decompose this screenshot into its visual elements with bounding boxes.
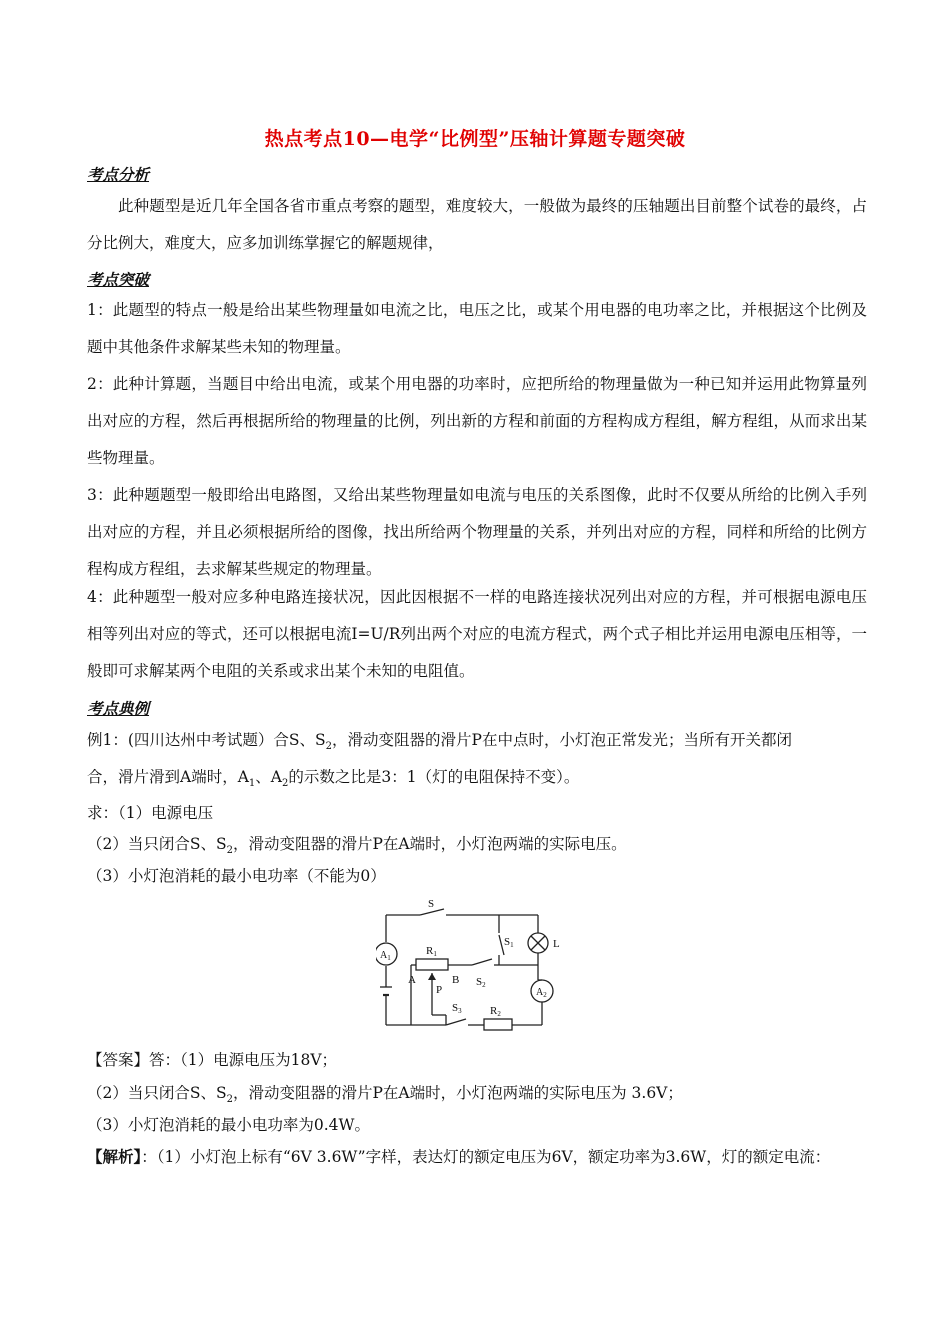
question-2-text-a: （2）当只闭合S、S — [87, 835, 227, 853]
example-text-d: 、A — [255, 768, 282, 786]
example-sub-a1: 1 — [248, 778, 256, 790]
breakthrough-item-1: 1：此题型的特点一般是给出某些物理量如电流之比，电压之比，或某个用电器的电功率之比，并根据这个比例及题中其他条件求解某些未知的物理量。 — [87, 301, 867, 356]
answer-3: （3）小灯泡消耗的最小电功率为0.4W。 — [87, 1116, 370, 1134]
label-a2: $A_2$ — [536, 987, 547, 999]
breakthrough-item-3: 3：此种题题型一般即给出电路图，又给出某些物理量如电流与电压的关系图像，此时不仅要从所给的比例入手列出对应的方程，并且必须根据所给的图像，找出所给两个物理量的关系，并列出对应的方程，同样和所给的比例方程构成方程组，去求解某些规定的物理量。 — [87, 486, 867, 578]
example-text-a: 例1：(四川达州中考试题）合S、S — [87, 731, 326, 749]
answer-2-sub: 2 — [226, 1094, 233, 1106]
question-3: （3）小灯泡消耗的最小电功率（不能为0） — [87, 867, 386, 885]
breakthrough-item-4: 4：此种题型一般对应多种电路连接状况，因此因根据不一样的电路连接状况列出对应的方程，并可根据电源电压相等列出对应的等式，还可以根据电流I=U/R列出两个对应的电流方程式，两个式子相比并运用电源电压相等，一般即可求解某两个电阻的关系或求出某个未知的电阻值。 — [87, 588, 867, 680]
question-2-sub: 2 — [226, 845, 233, 857]
label-s3: S3 — [452, 1002, 462, 1015]
analysis-paragraph: 此种题型是近几年全国各省市重点考察的题型，难度较大，一般做为最终的压轴题出目前整个试卷的最终，占分比例大，难度大，应多加训练掌握它的解题规律， — [87, 197, 867, 252]
label-l: L — [553, 938, 560, 950]
label-b: B — [452, 974, 460, 986]
label-s1: S1 — [504, 936, 514, 949]
label-a1: $A_1$ — [380, 950, 391, 962]
label-s: S — [428, 898, 435, 910]
breakthrough-item-2: 2：此种计算题，当题目中给出电流，或某个用电器的功率时，应把所给的物理量做为一种已知并运用此物算量列出对应的方程，然后再根据所给的物理量的比例，列出新的方程和前面的方程构成方程组，解方程组，从而求出某些物理量。 — [87, 375, 867, 467]
analysis-text — [87, 1138, 867, 1176]
label-s2: S2 — [476, 976, 486, 989]
label-r1: R1 — [426, 945, 437, 958]
example-text-b: ，滑动变阻器的滑片P在中点时，小灯泡正常发光；当所有开关都闭 — [332, 731, 792, 749]
question-2 — [87, 832, 877, 856]
label-p: P — [436, 984, 443, 996]
circuit-diagram — [376, 895, 572, 1035]
analysis-body: ：（1）小灯泡上标有“6V 3.6W”字样，表达灯的额定电压为6V，额定功率为3.6W，灯的额定电流： — [141, 1148, 831, 1166]
analysis-label: 【解析】 — [87, 1147, 142, 1166]
answer-2 — [87, 1081, 877, 1105]
question-2-text-b: ，滑动变阻器的滑片P在A端时，小灯泡两端的实际电压。 — [232, 835, 627, 853]
section-heading-breakthrough: 考点突破 — [87, 270, 150, 289]
example-sub-s2: 2 — [325, 741, 333, 753]
section-heading-analysis: 考点分析 — [87, 165, 150, 184]
label-a: A — [408, 974, 416, 986]
example-sub-a2: 2 — [281, 778, 289, 790]
example-text-c: 合，滑片滑到A端时，A — [87, 768, 249, 786]
page-title: 热点考点10—电学“比例型”压轴计算题专题突破 — [264, 128, 686, 150]
example-line-1 — [87, 728, 877, 752]
answer-1: 【答案】答：（1）电源电压为18V； — [87, 1051, 338, 1069]
answer-2-text-b: ，滑动变阻器的滑片P在A端时，小灯泡两端的实际电压为 3.6V； — [232, 1084, 683, 1102]
example-text-e: 的示数之比是3：1（灯的电阻保持不变）。 — [288, 768, 580, 786]
question-1: 求：（1）电源电压 — [87, 804, 214, 822]
example-line-2 — [87, 765, 877, 789]
answer-2-text-a: （2）当只闭合S、S — [87, 1084, 227, 1102]
section-heading-examples: 考点典例 — [87, 699, 150, 718]
label-r2: R2 — [490, 1005, 501, 1018]
